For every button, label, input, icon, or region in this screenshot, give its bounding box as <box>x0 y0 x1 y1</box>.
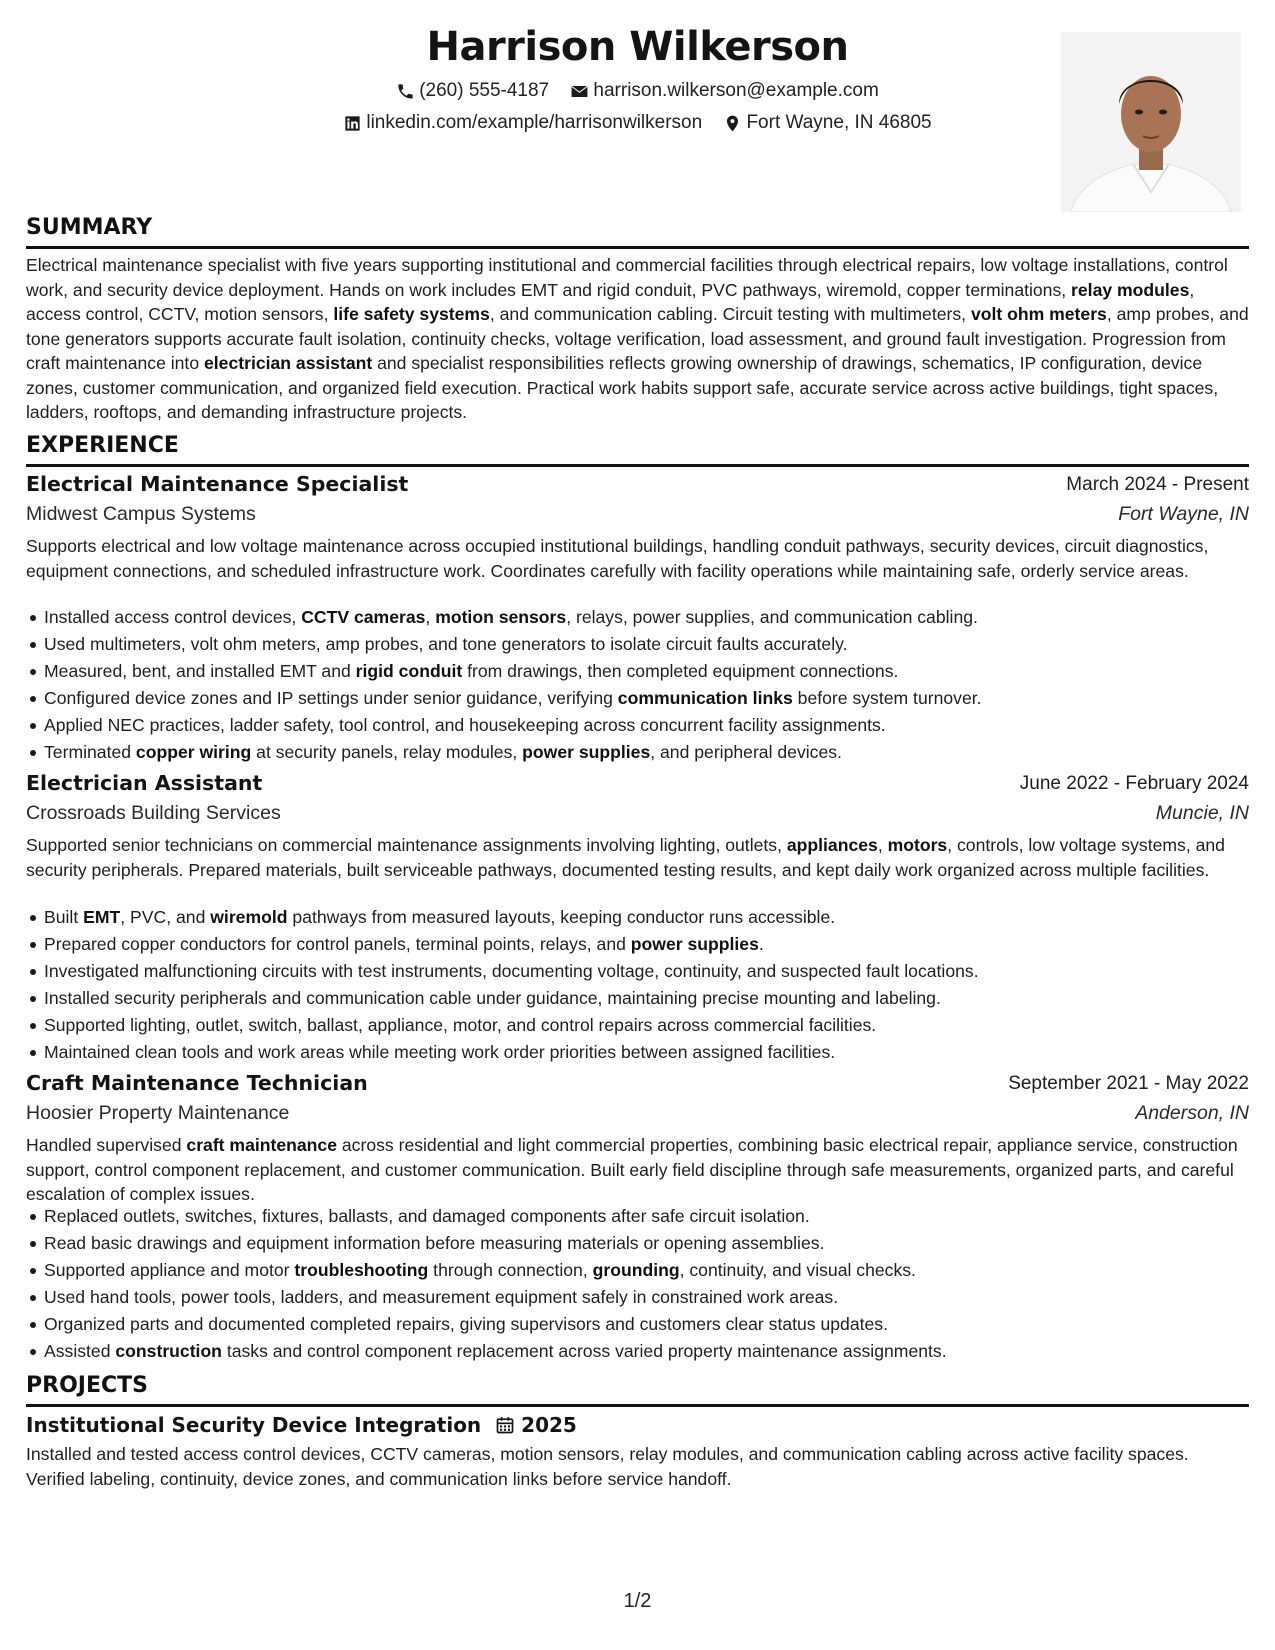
job-description-2: Supported senior technicians on commercial maintenance assignments involving lighting, outlets, appliances, motors, controls, low voltage systems, and security peripherals. Prepared materials, built serviceable pathways, documented testing results, and kept daily work organized across multiple facilities. <box>26 835 1225 880</box>
bullet-item: Organized parts and documented completed repairs, giving supervisors and customers clear status updates. <box>44 1311 1267 1338</box>
location-text: Fort Wayne, IN 46805 <box>746 112 932 133</box>
job-title: Electrician Assistant <box>26 771 263 795</box>
project-description: Installed and tested access control devices, CCTV cameras, motion sensors, relay modules, and communication cabling across active facility spaces. Verified labeling, continuity, device zones, and communication links before service handoff. <box>26 1444 1189 1489</box>
job-location: Anderson, IN <box>1135 1102 1249 1124</box>
bullet-item: Investigated malfunctioning circuits with test instruments, documenting voltage, continuity, and suspected fault locations. <box>44 958 1267 985</box>
bullet-item: Installed security peripherals and communication cable under guidance, maintaining precise mounting and labeling. <box>44 985 1267 1012</box>
bullet-item: Assisted construction tasks and control component replacement across varied property maintenance assignments. <box>44 1338 1267 1365</box>
bullet-item: Used hand tools, power tools, ladders, and measurement equipment safely in constrained work areas. <box>44 1284 1267 1311</box>
project-title: Institutional Security Device Integration <box>26 1413 482 1437</box>
job-bullets-3 <box>26 1203 1267 1365</box>
bullet-item: Built EMT, PVC, and wiremold pathways from measured layouts, keeping conductor runs accessible. <box>44 904 1267 931</box>
job-header-2 <box>26 771 1249 801</box>
section-title-projects: PROJECTS <box>26 1373 1249 1407</box>
job-location: Muncie, IN <box>1155 802 1249 824</box>
email-text: harrison.wilkerson@example.com <box>593 80 879 101</box>
job-header-1 <box>26 472 1249 502</box>
resume-header <box>26 18 1249 218</box>
bullet-item: Read basic drawings and equipment information before measuring materials or opening assemblies. <box>44 1230 1267 1257</box>
bullet-item: Maintained clean tools and work areas while meeting work order priorities between assigned facilities. <box>44 1039 1267 1066</box>
contact-linkedin[interactable] <box>343 112 702 134</box>
bullet-item: Configured device zones and IP settings under senior guidance, verifying communication links before system turnover. <box>44 685 1267 712</box>
job-dates: September 2021 - May 2022 <box>1008 1073 1249 1094</box>
job-dates: March 2024 - Present <box>1066 474 1249 495</box>
contact-location <box>723 112 931 134</box>
job-description-3: Handled supervised craft maintenance across residential and light commercial properties, combining basic electrical repair, appliance service, construction support, control component replacement, and customer communication. Built early field discipline through safe measurements, organized parts, and careful escalation of complex issues. <box>26 1135 1238 1204</box>
job-dates: June 2022 - February 2024 <box>1019 773 1249 794</box>
bullet-item: Installed access control devices, CCTV cameras, motion sensors, relays, power supplies, and communication cabling. <box>44 604 1267 631</box>
job-bullets-1 <box>26 604 1267 766</box>
job-location: Fort Wayne, IN <box>1118 503 1249 525</box>
bullet-item: Terminated copper wiring at security panels, relay modules, power supplies, and peripheral devices. <box>44 739 1267 766</box>
job-header-3 <box>26 1071 1249 1101</box>
phone-icon <box>396 82 415 101</box>
job-company: Crossroads Building Services <box>26 802 281 824</box>
bullet-item: Measured, bent, and installed EMT and rigid conduit from drawings, then completed equipment connections. <box>44 658 1267 685</box>
linkedin-text: linkedin.com/example/harrisonwilkerson <box>366 112 703 133</box>
section-title-experience: EXPERIENCE <box>26 433 1249 467</box>
job-subheader-3 <box>26 1102 1249 1130</box>
envelope-icon <box>570 82 589 101</box>
contact-email[interactable] <box>570 80 878 102</box>
calendar-icon <box>495 1415 515 1435</box>
project-header <box>26 1410 1249 1440</box>
job-subheader-1 <box>26 503 1249 531</box>
job-company: Hoosier Property Maintenance <box>26 1102 290 1124</box>
section-title-summary: SUMMARY <box>26 215 1249 249</box>
bullet-item: Used multimeters, volt ohm meters, amp probes, and tone generators to isolate circuit faults accurately. <box>44 631 1267 658</box>
bullet-item: Supported appliance and motor troubleshooting through connection, grounding, continuity, and visual checks. <box>44 1257 1267 1284</box>
job-bullets-2 <box>26 904 1267 1066</box>
summary-text: Electrical maintenance specialist with five years supporting institutional and commercial facilities through electrical repairs, low voltage installations, control work, and security device deployment. Hands on work includes EMT and rigid conduit, PVC pathways, wiremold, copper terminations, relay modules, access control, CCTV, motion sensors, life safety systems, and communication cabling. Circuit testing with multimeters, volt ohm meters, amp probes, and tone generators supports accurate fault isolation, continuity checks, voltage verification, load assessment, and ground fault investigation. Progression from craft maintenance into electrician assistant and specialist responsibilities reflects growing ownership of drawings, schematics, IP configuration, device zones, customer communication, and organized field execution. Practical work habits support safe, accurate service across active buildings, tight spaces, ladders, rooftops, and demanding infrastructure projects. <box>26 255 1249 422</box>
job-description-1: Supports electrical and low voltage maintenance across occupied institutional buildings, handling conduit pathways, security devices, circuit diagnostics, equipment connections, and scheduled infrastructure work. Coordinates carefully with facility operations while maintaining safe, orderly service areas. <box>26 536 1209 581</box>
profile-photo <box>1061 32 1241 212</box>
project-year: 2025 <box>521 1413 577 1437</box>
job-subheader-2 <box>26 802 1249 830</box>
bullet-item: Replaced outlets, switches, fixtures, ballasts, and damaged components after safe circuit isolation. <box>44 1203 1267 1230</box>
job-company: Midwest Campus Systems <box>26 503 256 525</box>
linkedin-icon <box>343 114 362 133</box>
candidate-name: Harrison Wilkerson <box>426 24 849 70</box>
job-title: Craft Maintenance Technician <box>26 1071 368 1095</box>
bullet-item: Applied NEC practices, ladder safety, tool control, and housekeeping across concurrent facility assignments. <box>44 712 1267 739</box>
resume-page <box>26 0 1249 1650</box>
bullet-item: Supported lighting, outlet, switch, ballast, appliance, motor, and control repairs across commercial facilities. <box>44 1012 1267 1039</box>
page-number: 1/2 <box>623 1590 652 1612</box>
job-title: Electrical Maintenance Specialist <box>26 472 409 496</box>
map-pin-icon <box>723 114 742 133</box>
contact-phone[interactable] <box>396 80 549 102</box>
phone-text: (260) 555-4187 <box>419 80 550 101</box>
bullet-item: Prepared copper conductors for control panels, terminal points, relays, and power supplies. <box>44 931 1267 958</box>
